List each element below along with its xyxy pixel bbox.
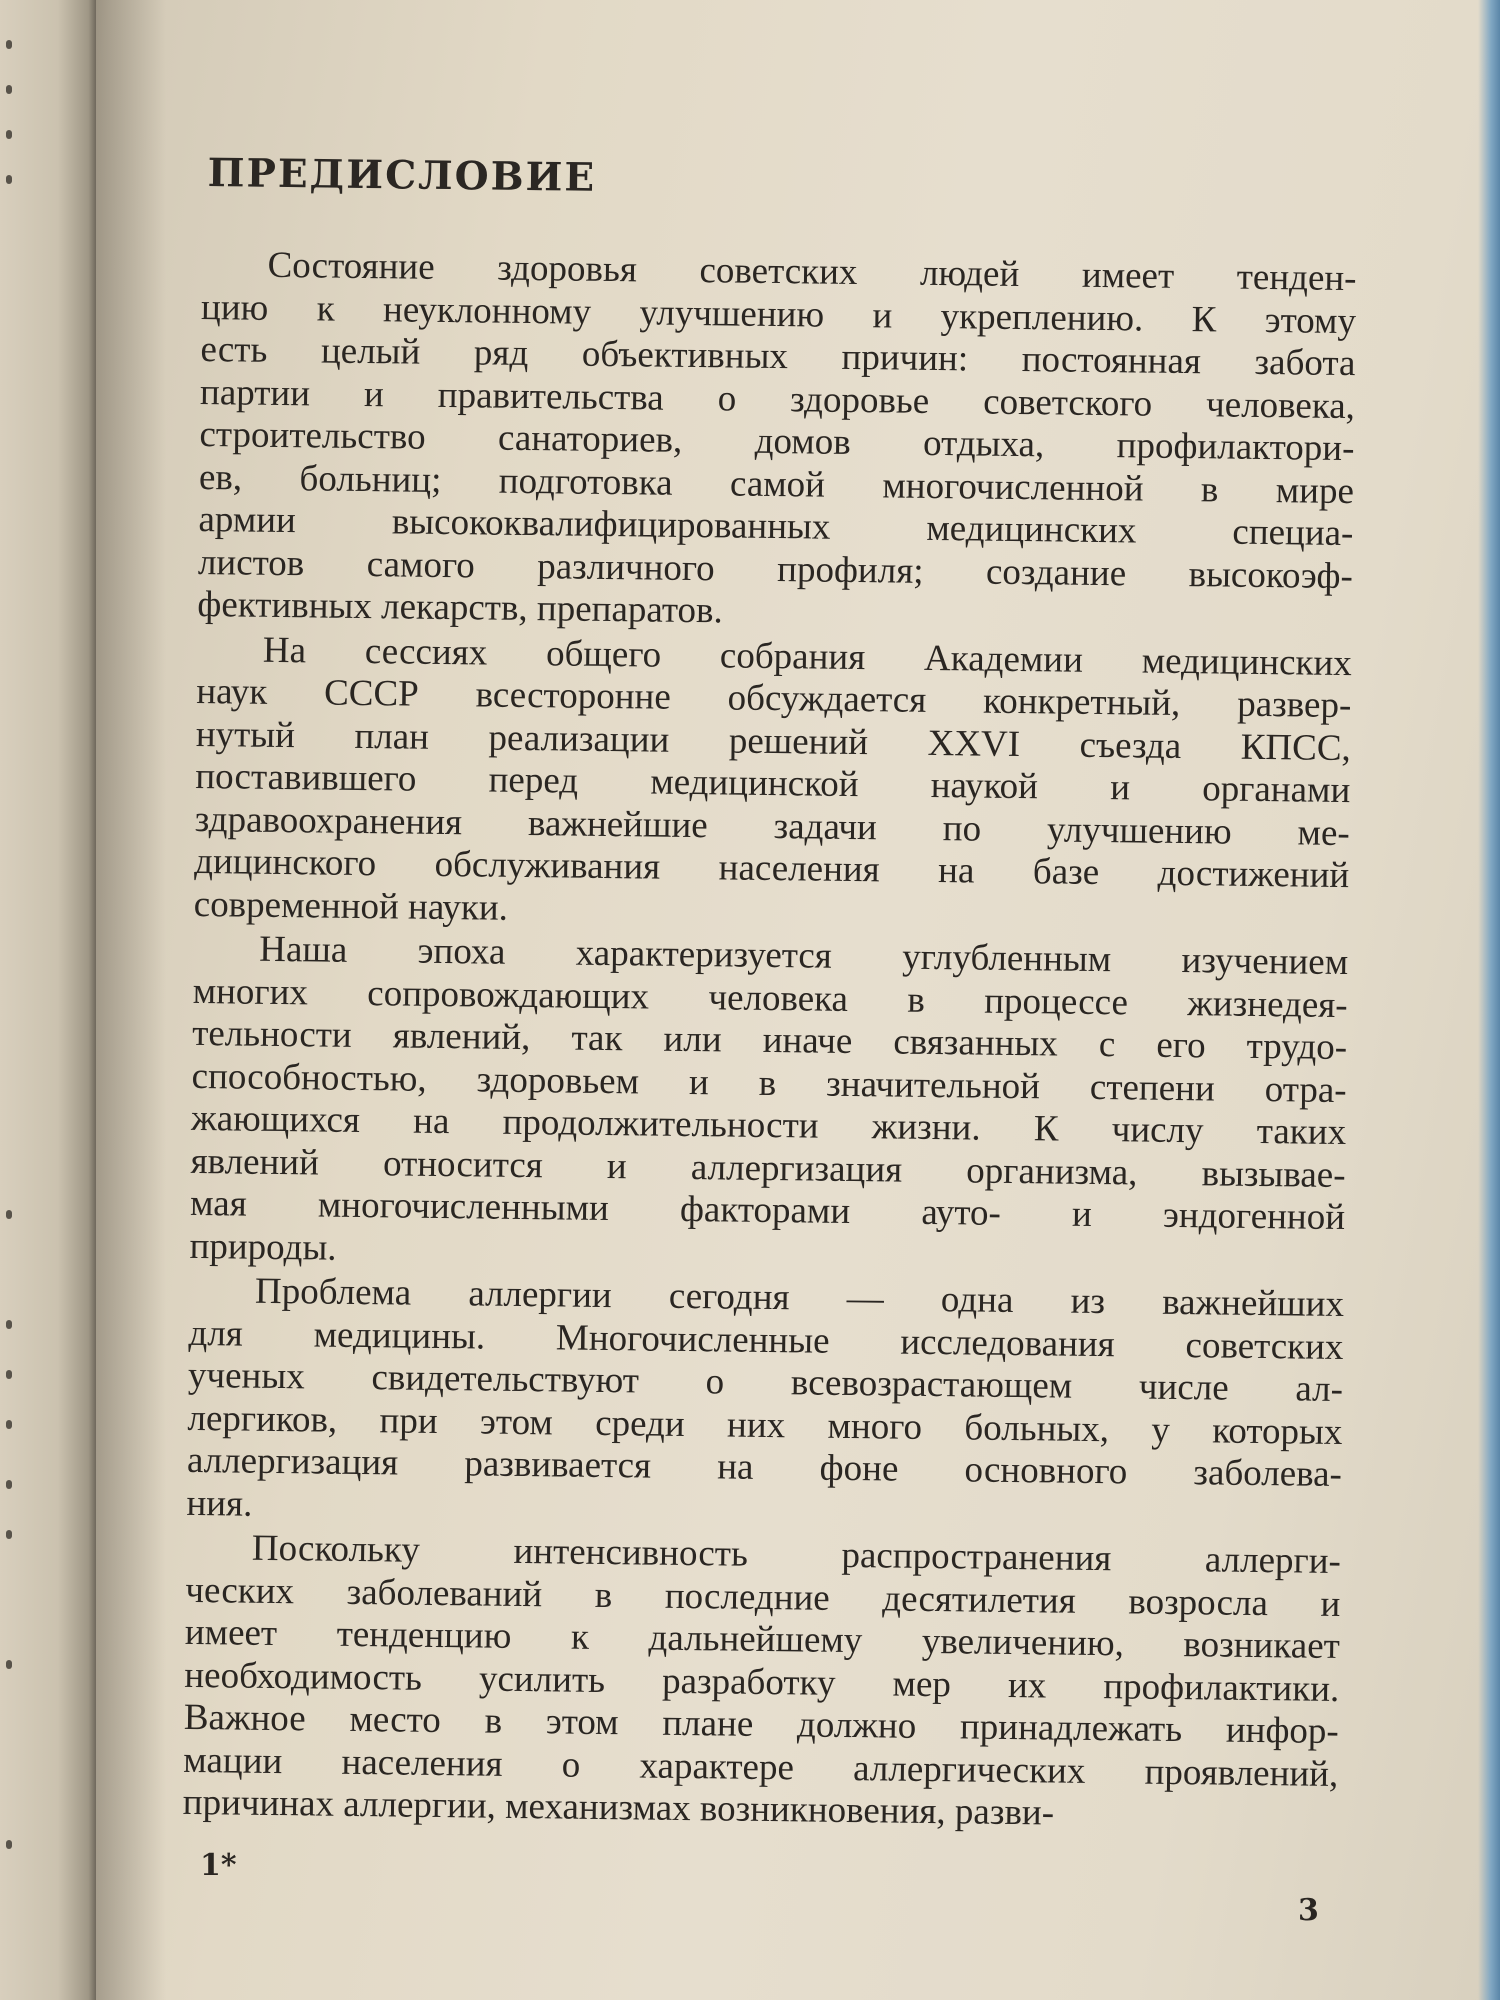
text-line: Проблема аллергии сегодня — одна из важнейших	[254, 1270, 1345, 1326]
paragraph	[197, 244, 1357, 641]
text-line: Поскольку интенсивность распространения аллерги-	[251, 1527, 1342, 1583]
text-line: дицинского обслуживания населения на базе достижений	[194, 840, 1350, 897]
text-line: имеет тенденцию к дальнейшему увеличению, возникает	[184, 1611, 1341, 1667]
text-line: нутый план реализации решений XXVI съезда КПСС,	[195, 713, 1352, 769]
adjacent-page-ink-mark	[6, 85, 12, 94]
paragraph	[186, 1270, 1344, 1539]
text-line: листов самого различного профиля; создание высокоэф-	[197, 541, 1354, 597]
text-line: наук СССР всесторонне обсуждается конкретный, развер-	[196, 670, 1352, 727]
text-line: для медицины. Многочисленные исследования советских	[188, 1312, 1344, 1368]
text-line: ния.	[186, 1482, 253, 1525]
adjacent-page-ink-mark	[6, 1210, 12, 1219]
text-line: ученых свидетельствуют о всевозрастающем числе ал-	[187, 1354, 1344, 1411]
adjacent-page-ink-mark	[6, 130, 12, 139]
adjacent-page-ink-mark	[6, 1530, 12, 1539]
page-body	[183, 150, 1358, 1840]
page-number: 3	[1298, 1893, 1319, 1928]
adjacent-page-ink-mark	[6, 1660, 12, 1669]
adjacent-page-ink-mark	[6, 1480, 12, 1489]
page-heading: ПРЕДИСЛОВИЕ	[207, 150, 597, 201]
gutter-shadow	[96, 0, 166, 2000]
adjacent-page-ink-mark	[6, 1320, 12, 1329]
text-line: поставившего перед медицинской наукой и органами	[195, 755, 1351, 812]
adjacent-page-ink-mark	[6, 1420, 12, 1429]
text-line: есть целый ряд объективных причин: постоянная забота	[200, 328, 1356, 385]
signature-mark: 1*	[200, 1848, 237, 1883]
adjacent-page-ink-mark	[6, 175, 12, 184]
paragraph	[183, 1527, 1342, 1839]
adjacent-page-ink-mark	[6, 40, 12, 49]
adjacent-page-ink-mark	[6, 1370, 12, 1379]
text-line: Состояние здоровья советских людей имеет тенден-	[267, 244, 1357, 300]
background-edge	[1478, 0, 1500, 2000]
text-line: способностью, здоровьем и в значительной степени отра-	[191, 1055, 1347, 1111]
text-line: фективных лекарств, препаратов.	[197, 583, 724, 632]
paragraph	[189, 928, 1348, 1282]
text-line: природы.	[189, 1225, 337, 1269]
text-line: Наша эпоха характеризуется углубленным изучением	[258, 928, 1349, 984]
text-line: На сессиях общего собрания Академии медицинских	[262, 629, 1353, 684]
text-line: ческих заболеваний в последние десятилетия возросла и	[185, 1569, 1341, 1625]
text-line: строительство санаториев, домов отдыха, профилактори-	[199, 413, 1355, 470]
paragraph	[194, 628, 1353, 940]
text-line: цию к неуклонному улучшению и укреплению. К этому	[200, 286, 1357, 342]
text-line: мая многочисленными факторами ауто- и эндогенной	[189, 1182, 1346, 1239]
text-body	[183, 244, 1357, 1838]
text-line: мации населения о характере аллергических проявлений,	[183, 1739, 1339, 1795]
text-line: явлений относится и аллергизация организма, вызывае-	[190, 1140, 1346, 1196]
text-line: тельности явлений, так или иначе связанных с его трудо-	[191, 1012, 1348, 1069]
text-line: аллергизация развивается на фоне основного заболева-	[186, 1439, 1343, 1496]
text-line: здравоохранения важнейшие задачи по улучшению ме-	[194, 798, 1350, 854]
adjacent-page-ink-mark	[6, 1840, 12, 1849]
text-line: ев, больниц; подготовка самой многочисленной в мире	[198, 456, 1355, 512]
text-line: партии и правительства о здоровье советского человека,	[199, 371, 1356, 427]
text-line: причинах аллергии, механизмах возникновения, разви-	[182, 1781, 1055, 1834]
text-line: армии высококвалифицированных медицинских специа-	[198, 498, 1354, 555]
text-line: современной науки.	[193, 883, 509, 929]
text-line: многих сопровождающих человека в процессе жизнедея-	[192, 970, 1348, 1026]
adjacent-page-edge	[0, 0, 96, 2000]
text-line: Важное место в этом плане должно принадлежать инфор-	[183, 1696, 1340, 1752]
text-line: жающихся на продолжительности жизни. К числу таких	[190, 1097, 1347, 1154]
text-line: необходимость усилить разработку мер их профилактики.	[184, 1654, 1340, 1710]
text-line: лергиков, при этом среди них много больных, у которых	[187, 1397, 1343, 1453]
